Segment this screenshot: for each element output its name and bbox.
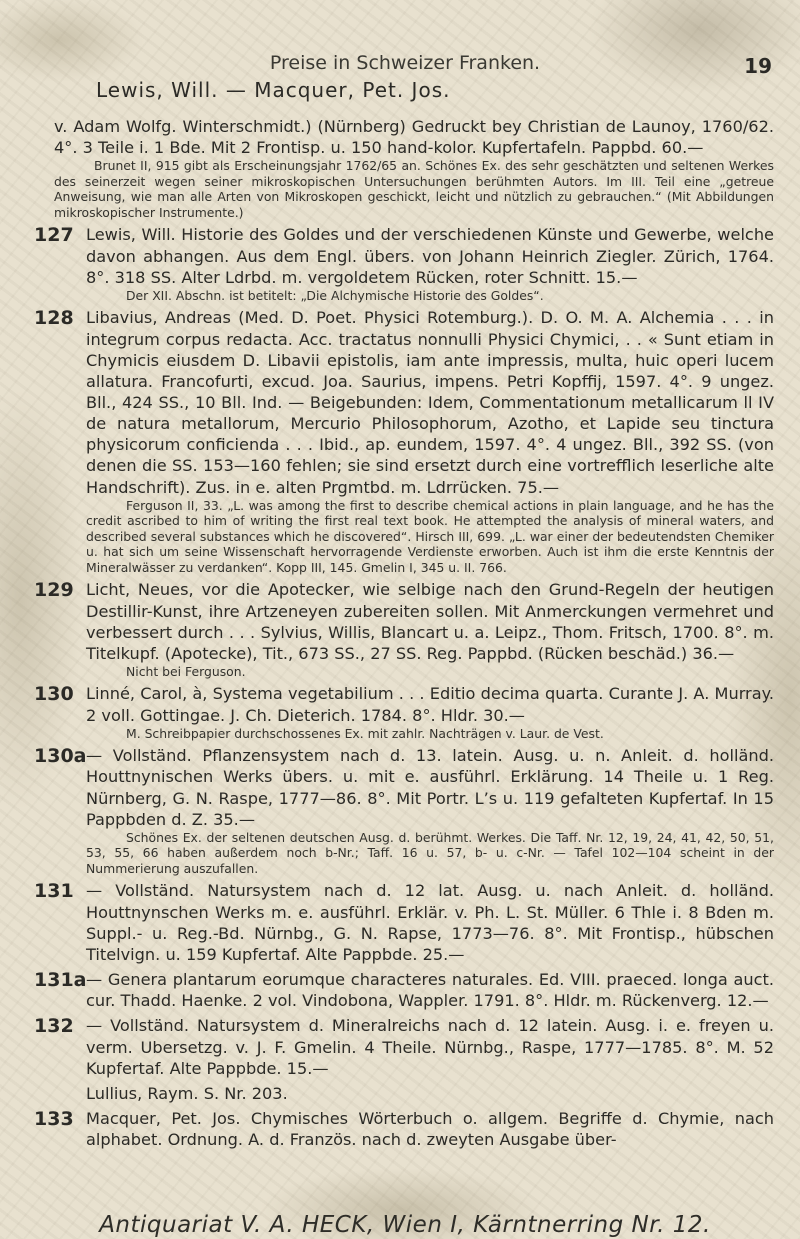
entry-note: Ferguson II, 33. „L. was among the first to describe chemical actions in plain language, and he has the credit ascribed to him of writing the first real text book. He attempted the analysis of mineral waters, and described several substances which he discovered“. Hirsch III, 699. „L. war einer der bedeutendsten Chemiker u. hat sich um seine Wissenschaft hervorragende Verdienste erworben. Auch ist ihm die erste Kenntnis der Mineralwässer zu verdanken“. Kopp III, 145. Gmelin I, 345 u. II. 766. — [86, 497, 774, 575]
page-number: 19 — [744, 54, 772, 78]
header-range: Lewis, Will. — Macquer, Pet. Jos. — [96, 78, 451, 102]
entry-note: Brunet II, 915 gibt als Erscheinungsjahr 1762/65 an. Schönes Ex. des sehr geschätzten und seltenen Werkes des seinerzeit wegen seiner mikroskopischen Untersuchungen berühmten Autors. Im III. Teil eine „getreue Anweisung, wie man alle Arten von Mikroskopen geschickt, leicht und nützlich zu gebrauchen.“ (Mit Abbildungen mikroskopischer Instrumente.) — [54, 158, 774, 220]
entry-number: 127 — [34, 224, 74, 247]
entry-text: — Vollständ. Pflanzensystem nach d. 13. latein. Ausg. u. n. Anleit. d. holländ. Houttnynischen Werks übers. u. mit e. ausführl. Erklärung. 14 Theile u. 1 Reg. Nürnberg, G. N. Raspe, 1777—86. 8°. Mit Portr. L’s u. 119 gefalteten Kupfertaf. In 15 Pappbden d. Z. 35.— — [86, 746, 774, 829]
catalog-entry — [34, 880, 776, 965]
entry-note: M. Schreibpapier durchschossenes Ex. mit zahlr. Nachträgen v. Laur. de Vest. — [126, 725, 604, 741]
entry-number: 131a — [34, 969, 87, 992]
entry-number: 129 — [34, 579, 74, 602]
entry-number: 131 — [34, 880, 74, 903]
catalog-entry — [34, 745, 776, 876]
page-header — [34, 52, 776, 108]
catalog-entry — [34, 1015, 776, 1078]
entry-text: Licht, Neues, vor die Apotecker, wie selbige nach den Grund-Regeln der heutigen Destillir-Kunst, ihre Artzeneyen zubereiten sollen. Mit Anmerckungen vermehret und verbessert durch . . . Sylvius, Willis, Blancart u. a. Leipz., Thom. Fritsch, 1700. 8°. m. Titelkupf. (Apotecke), Tit., 673 SS., 27 SS. Reg. Pappbd. (Rücken beschäd.) 36.— — [86, 580, 774, 663]
entry-text: Lullius, Raym. S. Nr. 203. — [86, 1083, 288, 1103]
catalog-page — [34, 52, 776, 1238]
catalog-entry — [34, 224, 776, 303]
catalog-entry — [34, 116, 776, 220]
entry-number: 130a — [34, 745, 87, 768]
catalog-entry — [34, 969, 776, 1011]
catalog-entry — [34, 307, 776, 575]
header-title: Preise in Schweizer Franken. — [269, 52, 541, 74]
entry-number: 132 — [34, 1015, 74, 1038]
catalog-entry — [34, 1083, 776, 1104]
catalog-entry — [34, 683, 776, 741]
catalog-entry — [34, 579, 776, 679]
entry-text: v. Adam Wolfg. Winterschmidt.) (Nürnberg) Gedruckt bey Christian de Launoy, 1760/62. 4°. 3 Teile i. 1 Bde. Mit 2 Frontisp. u. 150 hand-kolor. Kupfertafeln. Pappbd. 60.— — [54, 117, 774, 158]
entry-text: — Vollständ. Natursystem d. Mineralreichs nach d. 12 latein. Ausg. i. e. freyen u. verm. Ubersetzg. v. J. F. Gmelin. 4 Theile. Nürnbg., Raspe, 1777—1785. 8°. M. 52 Kupfertaf. Alte Pappbde. 15.— — [86, 1016, 774, 1078]
entry-text: — Genera plantarum eorumque characteres naturales. Ed. VIII. praeced. longa auct. cur. Thadd. Haenke. 2 vol. Vindobona, Wappler. 1791. 8°. Hldr. m. Rückenverg. 12.— — [86, 970, 774, 1011]
entry-text: Lewis, Will. Historie des Goldes und der verschiedenen Künste und Gewerbe, welche davon abhangen. Aus dem Engl. übers. von Johann Heinrich Ziegler. Zürich, 1764. 8°. 318 SS. Alter Ldrbd. m. vergoldetem Rücken, roter Schnitt. 15.— — [86, 225, 774, 287]
entry-number: 130 — [34, 683, 74, 706]
publisher-footer: Antiquariat V. A. HECK, Wien I, Kärntnerring Nr. 12. — [99, 1212, 711, 1238]
entry-note: Der XII. Abschn. ist betitelt: „Die Alchymische Historie des Goldes“. — [126, 287, 544, 303]
catalog-entry — [34, 1108, 776, 1150]
entry-number: 128 — [34, 307, 74, 330]
entry-text: Linné, Carol, à, Systema vegetabilium . . . Editio decima quarta. Curante J. A. Murray. 2 voll. Gottingae. J. Ch. Dieterich. 1784. 8°. Hldr. 30.— — [86, 684, 774, 725]
entry-text: Libavius, Andreas (Med. D. Poet. Physici Rotemburg.). D. O. M. A. Alchemia . . . in integrum corpus redacta. Acc. tractatus nonnulli Physici Chymici, . . « Sunt etiam in Chymicis eiusdem D. Libavii epistolis, iam ante impressis, multa, huic operi lucem allatura. Francofurti, excud. Joa. Saurius, impens. Petri Kopffij, 1597. 4°. 9 ungez. Bll., 424 SS., 10 Bll. Ind. — Beigebunden: Idem, Commentationum metallicarum ll IV de natura metallorum, Mercurio Philosophorum, Azotho, et Lapide seu tinctura physicorum conficienda . . . Ibid., ap. eundem, 1597. 4°. 4 ungez. Bll., 392 SS. (von denen die SS. 153—160 fehlen; sie sind ersetzt durch eine vortrefflich leserliche alte Handschrift). Zus. in e. alten Prgmtbd. m. Ldrrücken. 75.— — [86, 308, 774, 497]
entry-text: — Vollständ. Natursystem nach d. 12 lat. Ausg. u. nach Anleit. d. holländ. Houttnynschen Werks m. e. ausführl. Erklär. v. Ph. L. St. Müller. 6 Thle i. 8 Bden m. Suppl.- u. Reg.-Bd. Nürnbg., G. N. Rapse, 1773—76. 8°. Mit Frontisp., hübschen Titelvign. u. 159 Kupfertaf. Alte Pappbde. 25.— — [86, 881, 774, 964]
entry-note: Nicht bei Ferguson. — [126, 663, 246, 679]
entry-number: 133 — [34, 1108, 74, 1131]
entry-text: Macquer, Pet. Jos. Chymisches Wörterbuch o. allgem. Begriffe d. Chymie, nach alphabet. Ordnung. A. d. Französ. nach d. zweyten Ausgabe über- — [86, 1109, 774, 1150]
entry-note: Schönes Ex. der seltenen deutschen Ausg. d. berühmt. Werkes. Die Taff. Nr. 12, 19, 24, 41, 42, 50, 51, 53, 55, 66 haben außerdem noch b-Nr.; Taff. 16 u. 57, b- u. c-Nr. — Tafel 102—104 scheint in der Nummerierung auszufallen. — [86, 829, 774, 876]
entry-list — [34, 116, 776, 1154]
